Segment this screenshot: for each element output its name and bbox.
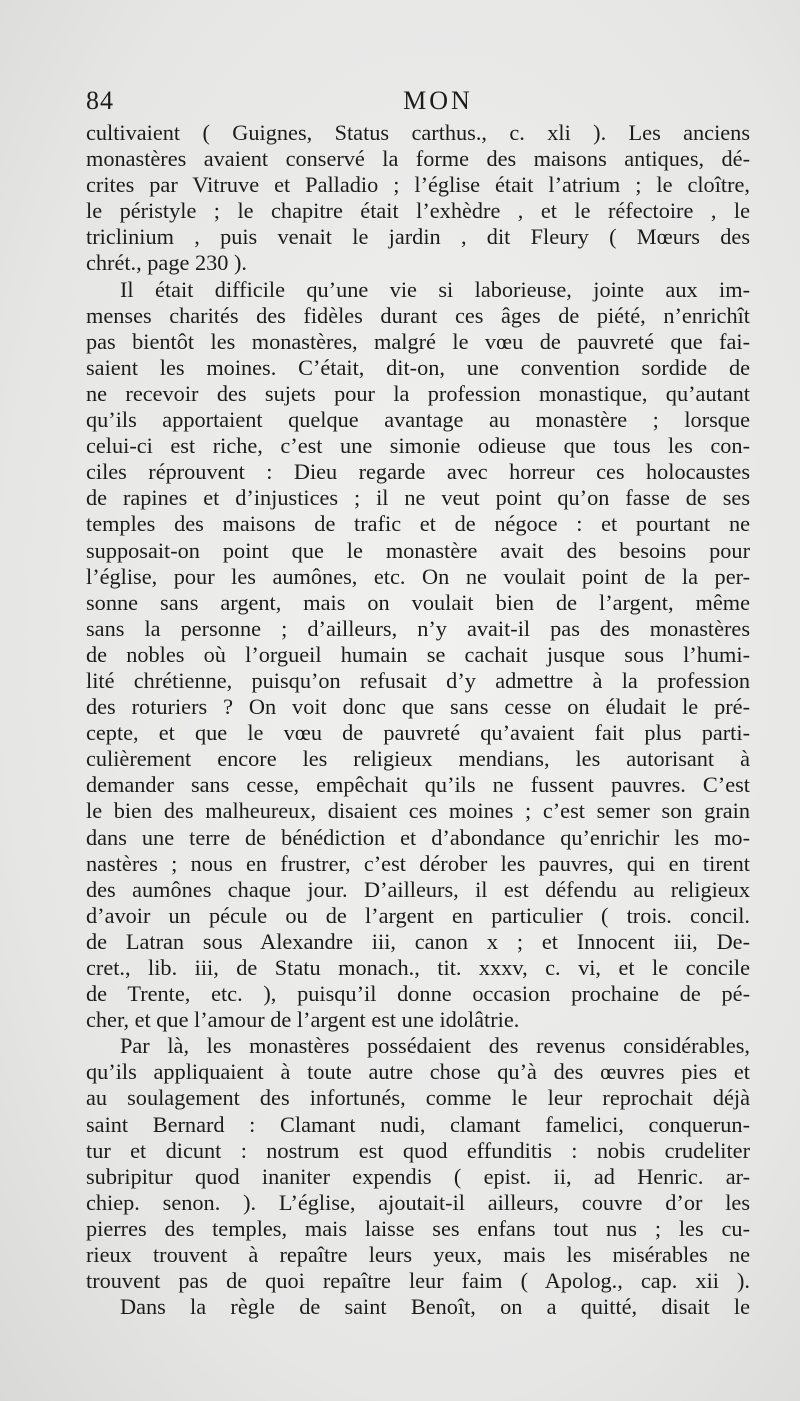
text-line: chrét., page 230 ). [86, 250, 247, 276]
text-line: au soulagement des infortunés, comme le leur reprochait déjà [86, 1085, 750, 1111]
text-line: chiep. senon. ). L’église, ajoutait-il ailleurs, couvre d’or les [86, 1189, 750, 1215]
text-line: supposait-on point que le monastère avait des besoins pour [86, 537, 750, 563]
page-header [86, 86, 750, 120]
text-line: tur et dicunt : nostrum est quod effunditis : nobis crudeliter [86, 1137, 750, 1163]
text-line: des aumônes chaque jour. D’ailleurs, il est défendu au religieux [86, 876, 750, 902]
text-line: saint Bernard : Clamant nudi, clamant famelici, conquerun- [86, 1111, 750, 1137]
text-line: ciles réprouvent : Dieu regarde avec horreur ces holocaustes [86, 459, 750, 485]
text-line: Par là, les monastères possédaient des revenus considérables, [120, 1033, 750, 1059]
text-line: pas bientôt les monastères, malgré le vœu de pauvreté que fai- [86, 328, 750, 354]
text-line: sonne sans argent, mais on voulait bien de l’argent, même [86, 589, 750, 615]
text-line: rieux trouvent à repaître leurs yeux, mais les misérables ne [86, 1242, 750, 1268]
text-line: dans une terre de bénédiction et d’abondance qu’enrichir les mo- [86, 824, 750, 850]
text-line: cret., lib. iii, de Statu monach., tit. xxxv, c. vi, et le concile [86, 955, 750, 980]
text-line: Dans la règle de saint Benoît, on a quitté, disait le [120, 1294, 750, 1320]
text-line: l’église, pour les aumônes, etc. On ne voulait point de la per- [86, 563, 750, 589]
text-line: le bien des malheureux, disaient ces moines ; c’est semer son grain [86, 798, 750, 824]
text-line: lité chrétienne, puisqu’on refusait d’y admettre à la profession [86, 667, 750, 693]
text-line: subripitur quod inaniter expendis ( epist. ii, ad Henric. ar- [86, 1163, 750, 1189]
text-line: cher, et que l’amour de l’argent est une idolâtrie. [86, 1007, 520, 1033]
text-line: cepte, et que le vœu de pauvreté qu’avaient fait plus parti- [86, 720, 750, 746]
text-line: menses charités des fidèles durant ces âges de piété, n’enrichît [86, 302, 750, 328]
text-line: demander sans cesse, empêchait qu’ils ne fussent pauvres. C’est [86, 772, 750, 798]
text-line: saient les moines. C’était, dit-on, une convention sordide de [86, 354, 750, 380]
text-line: pierres des temples, mais laisse ses enfans tout nus ; les cu- [86, 1215, 750, 1241]
text-line: culièrement encore les religieux mendians, les autorisant à [86, 746, 750, 772]
text-line: de nobles où l’orgueil humain se cachait jusque sous l’humi- [86, 641, 750, 667]
text-line: celui-ci est riche, c’est une simonie odieuse que tous les con- [86, 433, 750, 459]
text-line: crites par Vitruve et Palladio ; l’église était l’atrium ; le cloître, [86, 172, 750, 198]
text-line: des roturiers ? On voit donc que sans cesse on éludait le pré- [86, 694, 750, 720]
text-line: le péristyle ; le chapitre était l’exhèdre , et le réfectoire , le [86, 198, 750, 224]
text-line: nastères ; nous en frustrer, c’est dérober les pauvres, qui en tirent [86, 850, 750, 876]
text-line: ne recevoir des sujets pour la profession monastique, qu’autant [86, 380, 750, 406]
text-line: cultivaient ( Guignes, Status carthus., c. xli ). Les anciens [86, 120, 750, 145]
text-line: sans la personne ; d’ailleurs, n’y avait-il pas des monastères [86, 615, 750, 641]
text-line: de Trente, etc. ), puisqu’il donne occasion prochaine de pé- [86, 981, 750, 1007]
body-text [86, 120, 750, 1320]
text-line: Il était difficile qu’une vie si laborieuse, jointe aux im- [120, 276, 750, 302]
text-line: qu’ils apportaient quelque avantage au monastère ; lorsque [86, 407, 750, 433]
text-line: monastères avaient conservé la forme des maisons antiques, dé- [86, 146, 750, 172]
page-number: 84 [86, 86, 114, 115]
text-line: qu’ils appliquaient à toute autre chose qu’à des œuvres pies et [86, 1059, 750, 1085]
text-line: de rapines et d’injustices ; il ne veut point qu’on fasse de ses [86, 485, 750, 511]
text-line: temples des maisons de trafic et de négoce : et pourtant ne [86, 511, 750, 537]
text-line: d’avoir un pécule ou de l’argent en particulier ( trois. concil. [86, 902, 750, 928]
text-line: trouvent pas de quoi repaître leur faim ( Apolog., cap. xii ). [86, 1268, 750, 1294]
text-line: de Latran sous Alexandre iii, canon x ; et Innocent iii, De- [86, 928, 750, 954]
running-head: MON [403, 86, 473, 115]
text-line: triclinium , puis venait le jardin , dit Fleury ( Mœurs des [86, 224, 750, 250]
